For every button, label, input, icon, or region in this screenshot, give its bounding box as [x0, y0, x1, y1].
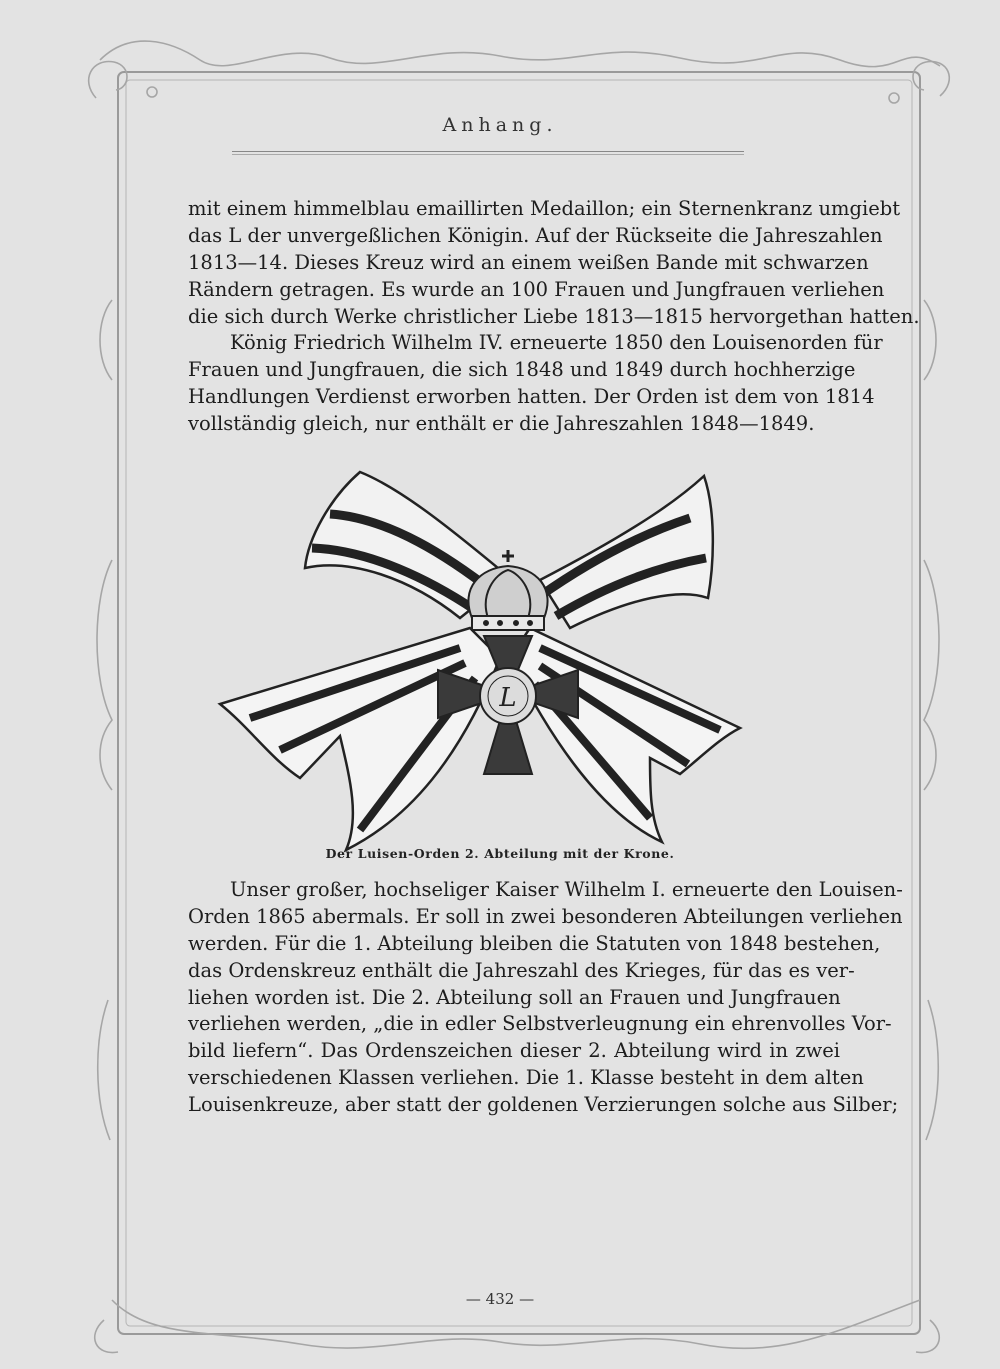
figure-caption: Der Luisen-Orden 2. Abteilung mit der Krone.	[325, 846, 675, 861]
medallion-monogram: L	[499, 683, 517, 713]
text-line: Unser großer, hochseliger Kaiser Wilhelm I. erneuerte den Louisen-	[230, 878, 903, 901]
bottom-paragraph	[188, 877, 903, 1119]
running-head: Anhang.	[442, 114, 558, 136]
text-line: vollständig gleich, nur enthält er die Jahreszahlen 1848—1849.	[188, 412, 815, 436]
top-paragraph	[188, 196, 920, 438]
text-line: 1813—14. Dieses Kreuz wird an einem weißen Bande mit schwarzen	[188, 250, 869, 274]
header-rule	[232, 151, 744, 155]
text-line: verschiedenen Klassen verliehen. Die 1. Klasse besteht in dem alten	[188, 1066, 864, 1090]
text-line: König Friedrich Wilhelm IV. erneuerte 1850 den Louisenorden für	[230, 331, 883, 355]
order-illustration	[210, 458, 748, 853]
text-line: die sich durch Werke christlicher Liebe 1813—1815 hervorgethan hatten.	[188, 304, 920, 328]
text-line: das Ordenskreuz enthält die Jahreszahl des Krieges, für das es ver-	[188, 958, 855, 982]
text-line: Handlungen Verdienst erworben hatten. Der Orden ist dem von 1814	[188, 385, 875, 409]
page-number: — 432 —	[465, 1290, 535, 1308]
text-line: liehen worden ist. Die 2. Abteilung soll an Frauen und Jungfrauen	[188, 985, 841, 1009]
text-line: bild liefern“. Das Ordenszeichen dieser 2. Abteilung wird in zwei	[188, 1039, 840, 1063]
text-line: verliehen werden, „die in edler Selbstverleugnung ein ehrenvolles Vor-	[188, 1012, 892, 1036]
text-line: mit einem himmelblau emaillirten Medaillon; ein Sternenkranz umgiebt	[188, 197, 901, 220]
ribbon-bow	[220, 472, 740, 850]
text-line: Frauen und Jungfrauen, die sich 1848 und 1849 durch hochherzige	[188, 358, 856, 382]
text-line: Louisenkreuze, aber statt der goldenen Verzierungen solche aus Silber;	[188, 1093, 899, 1117]
text-line: Rändern getragen. Es wurde an 100 Frauen und Jungfrauen verliehen	[188, 277, 885, 301]
text-line: das L der unvergeßlichen Königin. Auf der Rückseite die Jahreszahlen	[188, 223, 883, 247]
text-line: Orden 1865 abermals. Er soll in zwei besonderen Abteilungen verliehen	[188, 904, 903, 928]
text-line: werden. Für die 1. Abteilung bleiben die Statuten von 1848 bestehen,	[188, 931, 881, 955]
